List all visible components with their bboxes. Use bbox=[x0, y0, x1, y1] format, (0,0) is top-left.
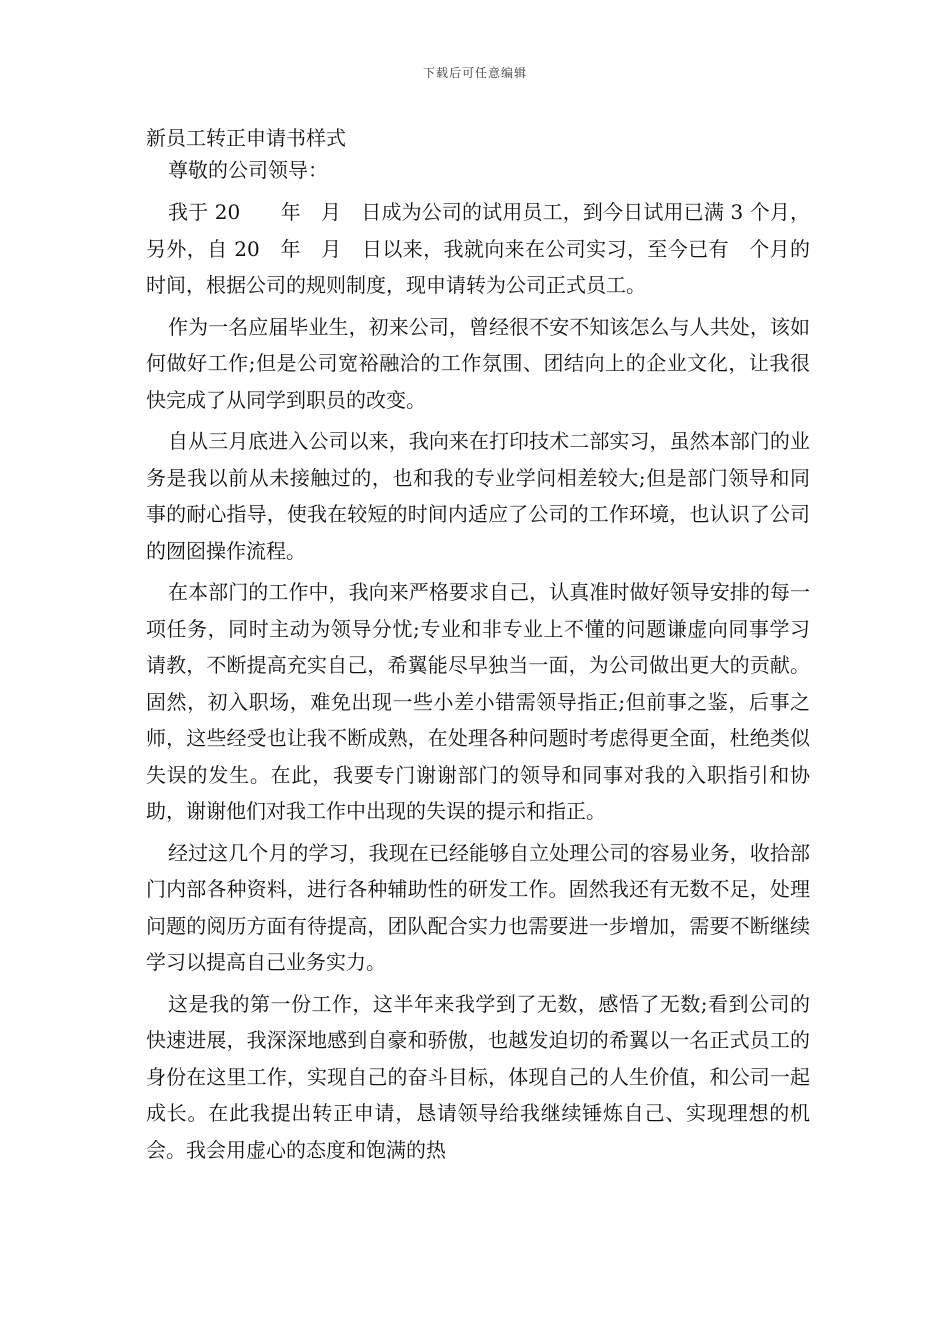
paragraph-progress: 经过这几个月的学习，我现在已经能够自立处理公司的容易业务，收拾部门内部各种资料，进行各种辅助性的研发工作。固然我还有无数不足，处理问题的阅历方面有待提高，团队配合实力也需要进一步增加，需要不断继续学习以提高自己业务实力。 bbox=[146, 840, 810, 974]
paragraph-graduate: 作为一名应届毕业生，初来公司，曾经很不安不知该怎么与人共处，该如何做好工作;但是公司宽裕融洽的工作氛围、团结向上的企业文化，让我很快完成了从同学到职员的改变。 bbox=[146, 314, 810, 412]
paragraph-probation: 我于 20 年 月 日成为公司的试用员工，到今日试用已满 3 个月，另外，自 20 年 月 日以来，我就向来在公司实习，至今已有 个月的时间，根据公司的规则制度，现申请转为公司正式员工。 bbox=[146, 200, 810, 297]
document-body bbox=[146, 122, 810, 1173]
header-note: 下载后可任意编辑 bbox=[422, 66, 527, 80]
paragraph-work-attitude: 在本部门的工作中，我向来严格要求自己，认真准时做好领导安排的每一项任务，同时主动为领导分忧;专业和非专业上不懂的问题谦虚向同事学习请教，不断提高充实自己，希翼能尽早独当一面，为公司做出更大的贡献。固然，初入职场，难免出现一些小差小错需领导指正;但前事之鉴，后事之师，这些经受也让我不断成熟，在处理各种问题时考虑得更全面，杜绝类似失误的发生。在此，我要专门谢谢部门的领导和同事对我的入职指引和协助，谢谢他们对我工作中出现的失误的提示和指正。 bbox=[146, 580, 810, 823]
paragraph-department: 自从三月底进入公司以来，我向来在打印技术二部实习，虽然本部门的业务是我以前从未接触过的，也和我的专业学问相差较大;但是部门领导和同事的耐心指导，使我在较短的时间内适应了公司的工作环境，也认识了公司的囫囵操作流程。 bbox=[146, 429, 810, 563]
document-title: 新员工转正申请书样式 bbox=[146, 126, 346, 150]
salutation: 尊敬的公司领导： bbox=[168, 158, 328, 182]
paragraph-first-job: 这是我的第一份工作，这半年来我学到了无数，感悟了无数;看到公司的快速进展，我深深地感到自豪和骄傲，也越发迫切的希翼以一名正式员工的身份在这里工作，实现自己的奋斗目标，体现自己的人生价值，和公司一起成长。在此我提出转正申请，恳请领导给我继续锤炼自己、实现理想的机会。我会用虚心的态度和饱满的热 bbox=[146, 991, 810, 1162]
